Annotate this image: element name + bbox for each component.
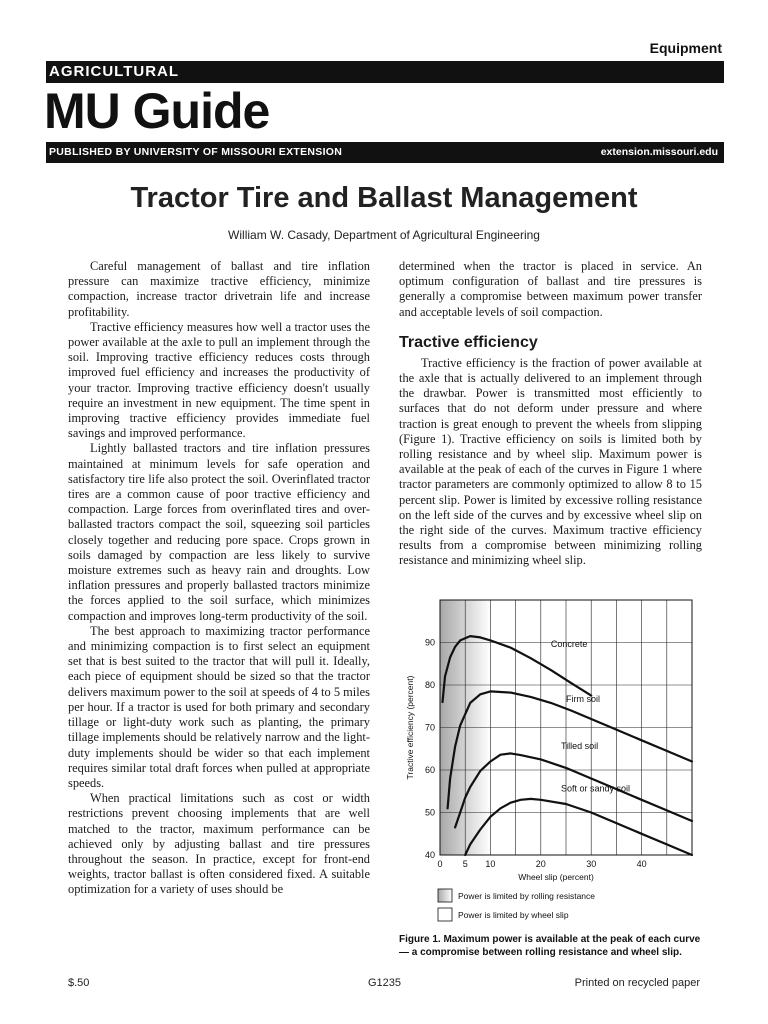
publisher-text: PUBLISHED BY UNIVERSITY OF MISSOURI EXTENSION (49, 146, 343, 158)
paragraph: When practical limitations such as cost or width restrictions prevent choosing implements that are well matched to the tractor, maximum performance can be achieved only by adjusting ballast and tire pressures throughout the season. In practice, except for front-end weights, tractor ballast is often considered fixed. A suitable optimization for a variety of uses should be (68, 791, 370, 897)
legend-swatch (438, 889, 452, 902)
y-tick-label: 50 (424, 807, 435, 818)
category-label: Equipment (649, 40, 722, 56)
y-tick-label: 90 (424, 637, 435, 648)
chart-svg (400, 592, 710, 932)
series-label: AGRICULTURAL (49, 63, 180, 80)
legend-label: Power is limited by rolling resistance (458, 891, 595, 901)
legend-label: Power is limited by wheel slip (458, 910, 569, 920)
guide-title: MU Guide (44, 83, 270, 139)
x-tick-label: 30 (586, 859, 597, 869)
publisher-banner (46, 142, 724, 163)
x-axis-label: Wheel slip (percent) (518, 872, 594, 882)
paragraph: Careful management of ballast and tire inflation pressure can maximize tractive efficiency, minimize compaction, increase tractor drivetrain life and increase profitability. (68, 259, 370, 319)
y-tick-label: 80 (424, 680, 435, 690)
paragraph: Tractive efficiency is the fraction of power available at the axle that is actually delivered to an implement through the drawbar. Power is transmitted most efficiently to surfaces that do not deform under pressure and where traction is great enough to prevent the wheels from slipping (Figure 1). Tractive efficiency on soils is limited both by rolling resistance and by wheel slip. Maximum power is available at the peak of each of the curves in Figure 1 where tractor parameters are commonly optimized to allow 8 to 15 percent slip. Power is limited by excessive rolling resistance on the left side of the curves and by excessive wheel slip on the right side of the curves. Maximum tractive efficiency results from a compromise between minimizing rolling resistance and minimizing wheel slip. (399, 355, 702, 568)
series-label: Concrete (550, 638, 588, 649)
document-author: William W. Casady, Department of Agricultural Engineering (228, 228, 540, 242)
x-tick-label: 0 (437, 859, 443, 869)
figure-caption: Figure 1. Maximum power is available at the peak of each curve — a compromise between rolling resistance and wheel slip. (399, 934, 701, 958)
series-label: Soft or sandy soil (560, 783, 631, 794)
y-tick-label: 40 (424, 850, 435, 860)
document-title: Tractor Tire and Ballast Management (130, 182, 638, 214)
y-tick-label: 70 (424, 722, 435, 733)
series-label: Tilled soil (560, 740, 599, 751)
section-heading: Tractive efficiency (399, 333, 538, 351)
paragraph: Tractive efficiency measures how well a tractor uses the power available at the axle to pull an implement through the soil. Improving tractive efficiency reduces costs through improved fuel efficiency and increases the productivity of your tractor. Improving tractive efficiency doesn't usually require an investment in new equipment. The time spent in improving tractive efficiency provides immediate fuel savings and improved performance. (68, 319, 370, 441)
paragraph: Lightly ballasted tractors and tire inflation pressures maintained at minimum levels for safe operation and satisfactory tire life also protect the soil. Overinflated tractor tires are a common cause of poor tractive efficiency and compaction. Large forces from overinflated tires and over-ballasted tractors compact the soil, squeezing soil particles closely together and reducing pore space. Crops grown in soils damaged by compaction are less likely to survive moisture extremes such as heavy rain and droughts. Low inflation pressures and properly ballasted tractors minimize the forces applied to the soil surface, which minimizes compaction and improves long-term productivity of the soil. (68, 441, 370, 623)
x-tick-label: 5 (462, 859, 468, 869)
x-tick-label: 40 (636, 859, 647, 869)
paragraph: The best approach to maximizing tractor performance and minimizing compaction is to first select an equipment set that is best suited to the tractor that will pull it. Ideally, each piece of equipment should be sized so that the tractor delivers maximum power to the soil at speeds of 4 to 5 miles per hour. If a tractor is used for both primary and secondary tillage or light-duty work such as planting, the primary tillage implements should be relatively narrow and the light-duty implements should be wider so that each implement requires similar total draft forces when pulled at appropriate speeds. (68, 623, 370, 790)
series-label: Firm soil (566, 694, 600, 704)
y-tick-label: 60 (424, 765, 435, 775)
left-column (68, 259, 370, 898)
publication-code: G1235 (368, 977, 402, 989)
y-axis-label: Tractive efficiency (percent) (405, 675, 415, 780)
legend-swatch (438, 908, 452, 921)
recycled-note: Printed on recycled paper (574, 977, 700, 989)
paragraph: determined when the tractor is placed in service. An optimum configuration of ballast and tire pressures is generally a compromise between maximum power transfer and acceptable levels of soil compaction. (399, 259, 702, 319)
figure-1-chart (400, 592, 710, 942)
x-tick-label: 10 (485, 859, 496, 869)
website-link[interactable]: extension.missouri.edu (600, 146, 718, 158)
price: $.50 (68, 977, 90, 989)
right-column (399, 259, 702, 569)
x-tick-label: 20 (535, 859, 546, 869)
